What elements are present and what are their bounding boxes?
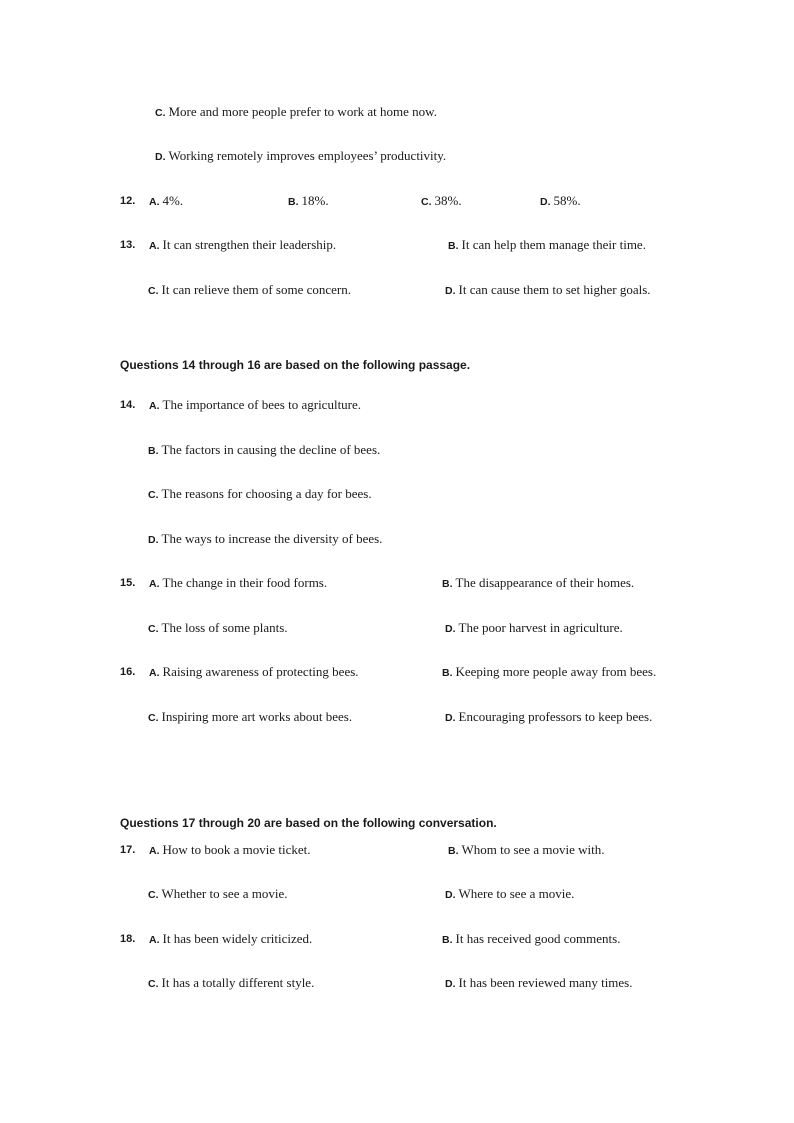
option-text: It has received good comments. (455, 931, 621, 946)
q16-option-c (148, 709, 352, 726)
option-letter: C. (155, 107, 166, 119)
q13-option-c (148, 282, 351, 299)
option-letter: D. (445, 978, 456, 990)
option-text: The change in their food forms. (162, 575, 328, 590)
option-text: Encouraging professors to keep bees. (458, 709, 653, 724)
option-letter: D. (445, 889, 456, 901)
option-letter: B. (442, 578, 453, 590)
option-text: It can help them manage their time. (461, 237, 646, 252)
option-text: It has a totally different style. (161, 975, 315, 990)
section-heading-conversation: Questions 17 through 20 are based on the following conversation. (120, 816, 497, 830)
q18-option-b (442, 931, 620, 948)
q16-option-a (149, 664, 359, 681)
option-text: Whether to see a movie. (161, 886, 288, 901)
q15-option-b (442, 575, 634, 592)
q13-option-b (448, 237, 646, 254)
q18-option-c (148, 975, 314, 992)
option-text: It has been widely criticized. (162, 931, 313, 946)
option-text: 38%. (434, 193, 462, 208)
option-text: It can strengthen their leadership. (162, 237, 337, 252)
section-heading-passage: Questions 14 through 16 are based on the following passage. (120, 358, 471, 372)
q14-option-a (149, 397, 361, 414)
q16-number: 16. (120, 666, 136, 678)
option-letter: D. (445, 285, 456, 297)
q15-number: 15. (120, 577, 136, 589)
option-text: The factors in causing the decline of bees. (161, 442, 381, 457)
option-letter: B. (442, 934, 453, 946)
option-letter: D. (148, 534, 159, 546)
option-letter: D. (155, 151, 166, 163)
q16-option-b (442, 664, 656, 681)
option-text: The ways to increase the diversity of bees. (161, 531, 383, 546)
option-letter: A. (149, 934, 160, 946)
option-letter: A. (149, 240, 160, 252)
q16-option-d (445, 709, 652, 726)
option-letter: A. (149, 196, 160, 208)
q15-option-d (445, 620, 623, 637)
q14-option-c (148, 486, 372, 503)
q14-number: 14. (120, 399, 136, 411)
q15-option-c (148, 620, 288, 637)
q14-option-b (148, 442, 380, 459)
q12-option-b (288, 193, 329, 210)
option-letter: C. (148, 978, 159, 990)
option-letter: C. (148, 623, 159, 635)
option-text: 58%. (553, 193, 581, 208)
q11-option-c (155, 104, 437, 121)
q17-number: 17. (120, 844, 136, 856)
option-letter: C. (148, 712, 159, 724)
option-letter: D. (445, 712, 456, 724)
option-letter: D. (445, 623, 456, 635)
q12-option-d (540, 193, 581, 210)
option-text: It can relieve them of some concern. (161, 282, 351, 297)
q18-number: 18. (120, 933, 136, 945)
option-text: The importance of bees to agriculture. (162, 397, 362, 412)
option-letter: C. (148, 489, 159, 501)
q12-option-a (149, 193, 183, 210)
option-text: The loss of some plants. (161, 620, 288, 635)
option-letter: C. (421, 196, 432, 208)
option-letter: B. (148, 445, 159, 457)
option-text: Keeping more people away from bees. (455, 664, 657, 679)
option-letter: C. (148, 889, 159, 901)
q13-option-d (445, 282, 651, 299)
option-text: Inspiring more art works about bees. (161, 709, 353, 724)
q17-option-b (448, 842, 604, 859)
option-letter: A. (149, 667, 160, 679)
option-text: The poor harvest in agriculture. (458, 620, 623, 635)
q15-option-a (149, 575, 327, 592)
q17-option-d (445, 886, 574, 903)
q17-option-c (148, 886, 287, 903)
option-text: It has been reviewed many times. (458, 975, 633, 990)
q17-option-a (149, 842, 311, 859)
q12-option-c (421, 193, 462, 210)
option-letter: B. (448, 845, 459, 857)
q13-number: 13. (120, 239, 136, 251)
option-text: It can cause them to set higher goals. (458, 282, 651, 297)
q18-option-d (445, 975, 633, 992)
option-text: 18%. (301, 193, 329, 208)
option-text: Whom to see a movie with. (461, 842, 605, 857)
option-letter: B. (442, 667, 453, 679)
option-letter: B. (448, 240, 459, 252)
q18-option-a (149, 931, 312, 948)
option-letter: A. (149, 845, 160, 857)
option-letter: C. (148, 285, 159, 297)
q14-option-d (148, 531, 382, 548)
option-text: More and more people prefer to work at home now. (168, 104, 437, 119)
q11-option-d (155, 148, 446, 165)
option-text: Working remotely improves employees’ productivity. (168, 148, 447, 163)
q13-option-a (149, 237, 336, 254)
option-text: Where to see a movie. (458, 886, 575, 901)
q12-number: 12. (120, 195, 136, 207)
option-text: The reasons for choosing a day for bees. (161, 486, 372, 501)
option-text: The disappearance of their homes. (455, 575, 635, 590)
option-letter: D. (540, 196, 551, 208)
option-letter: A. (149, 578, 160, 590)
option-letter: B. (288, 196, 299, 208)
option-text: Raising awareness of protecting bees. (162, 664, 359, 679)
option-text: How to book a movie ticket. (162, 842, 311, 857)
option-text: 4%. (162, 193, 184, 208)
option-letter: A. (149, 400, 160, 412)
